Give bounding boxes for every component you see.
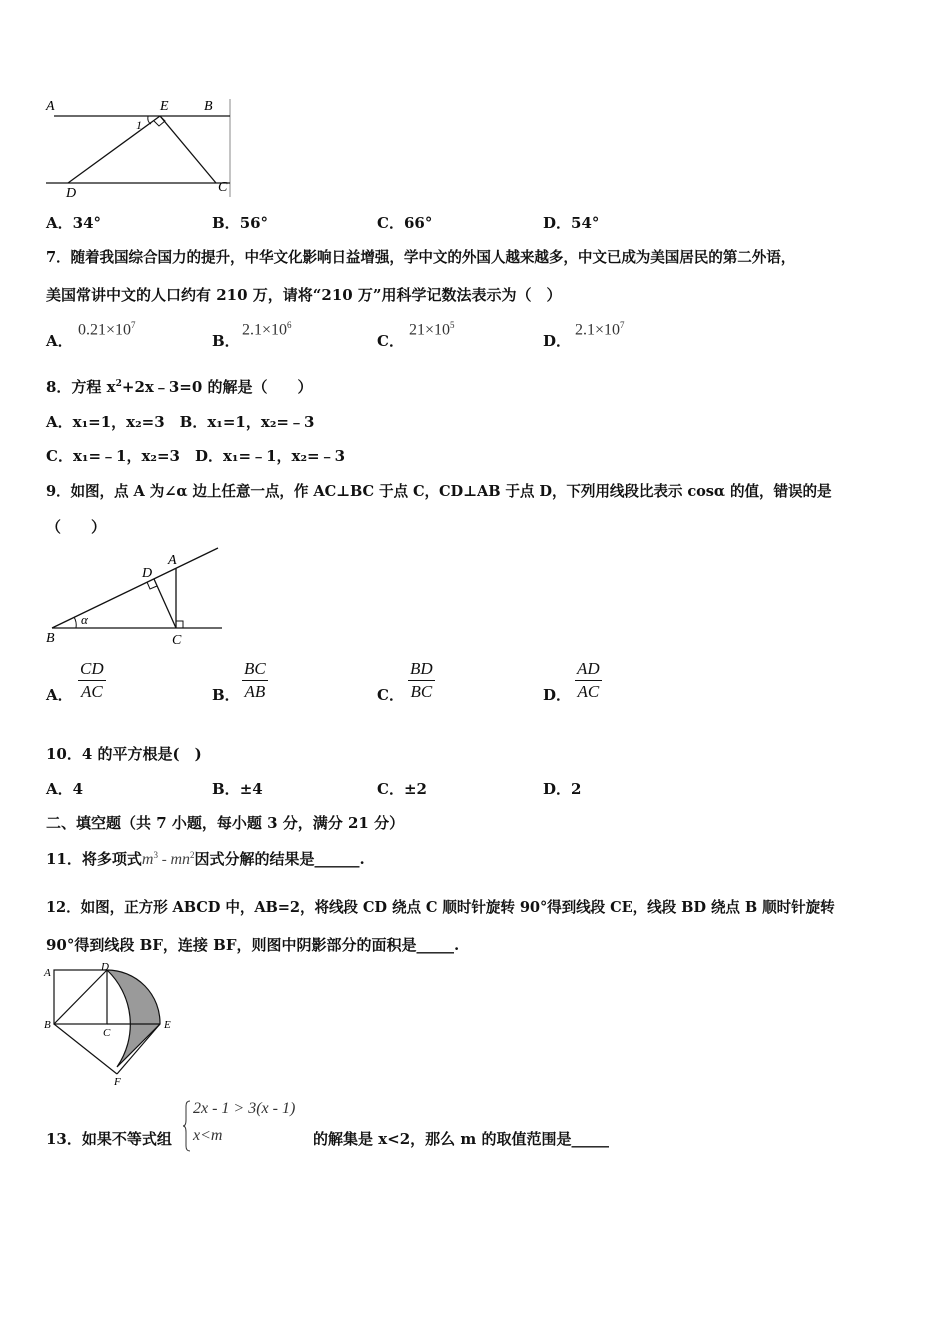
q7-option-c[interactable] (377, 320, 537, 350)
q9-option-d-letter: D． (543, 686, 572, 704)
q13-suffix: 的解集是 x<2，那么 m 的取值范围是_____ (313, 1130, 609, 1148)
q6-option-d-letter: D． (543, 214, 572, 232)
q6-option-c[interactable] (377, 212, 432, 233)
q7-option-c-value: $21\times 10^5$ (409, 320, 455, 339)
q9-stem-line2: （ ） (46, 518, 107, 536)
q10-option-a[interactable]: A．4 (46, 780, 84, 798)
q9-option-d-fraction (575, 658, 602, 703)
q7-option-d-value: $2.1\times 10^7$ (575, 320, 625, 339)
q7-option-c-letter: C． (377, 332, 404, 350)
q9-option-d-denominator: AC (577, 682, 600, 701)
q7-option-a-letter: A． (46, 332, 73, 350)
q9-label-d: D (142, 566, 153, 581)
q6-option-a-text: 34° (72, 214, 102, 232)
q6-option-a-letter: A． (46, 214, 73, 232)
q9-label-alpha: α (81, 612, 88, 627)
q13-prefix: 13．如果不等式组 (46, 1130, 172, 1148)
q9-option-c-letter: C． (377, 686, 404, 704)
q10-option-c[interactable]: C．±2 (377, 780, 427, 798)
q9-angle-arc (74, 617, 76, 628)
q6-option-d[interactable] (543, 212, 599, 233)
q6-label-c: C (218, 180, 228, 195)
q9-ray-ba (52, 548, 218, 628)
section2-heading: 二、填空题（共 7 小题，每小题 3 分，满分 21 分） (46, 814, 405, 832)
q12-label-f: F (114, 1076, 121, 1086)
q7-option-d[interactable] (543, 320, 703, 350)
q7-option-a[interactable] (46, 320, 206, 350)
q9-option-d-numerator: AD (575, 658, 602, 681)
q13-inequality-2: x<m (193, 1127, 223, 1144)
q6-label-1: 1 (136, 118, 142, 132)
q12-label-b: B (44, 1019, 51, 1031)
q9-option-c-numerator: BD (408, 658, 435, 681)
q7-option-a-value: $0.21\times 10^7$ (78, 320, 136, 339)
q12-stem-line1: 12．如图，正方形 ABCD 中，AB=2，将线段 CD 绕点 C 顺时针旋转 90°得到线段 CE，线段 BD 绕点 B 顺时针旋转 (46, 899, 835, 916)
q12-label-a: A (44, 967, 51, 979)
q7-option-b-letter: B． (212, 332, 240, 350)
q9-option-a-fraction (78, 658, 106, 703)
q12-stem-line2: 90°得到线段 BF，连接 BF，则图中阴影部分的面积是_____. (46, 936, 460, 954)
q10-stem: 10．4 的平方根是( ) (46, 745, 202, 763)
q9-label-a: A (168, 553, 177, 568)
q7-stem-line1: 7．随着我国综合国力的提升，中华文化影响日益增强，学中文的外国人越来越多，中文已成为美国居民的第二外语， (46, 249, 796, 266)
q9-option-a-numerator: CD (78, 658, 106, 681)
q6-option-d-text: 54° (571, 214, 600, 232)
q7-option-b[interactable] (212, 320, 372, 350)
q6-label-b: B (204, 99, 213, 114)
q9-option-d[interactable] (543, 658, 703, 706)
q9-option-c-denominator: BC (410, 682, 433, 701)
q6-segment-ed (68, 116, 160, 183)
q7-stem-line2: 美国常讲中文的人口约有 210 万，请将“210 万”用科学记数法表示为（ ） (46, 286, 562, 304)
q8-options-row2[interactable]: C．x₁=﹣1，x₂=3 D．x₁=﹣1，x₂=﹣3 (46, 447, 346, 465)
q12-label-e: E (164, 1019, 171, 1031)
q13-inequality-1: 2x - 1 > 3(x - 1) (193, 1100, 296, 1117)
q13-inequality-system (183, 1098, 313, 1154)
q6-option-a[interactable] (46, 212, 101, 233)
q8-stem: 8．方程 $x^2+2x﹣3=0$ 的解是（ ） (46, 378, 313, 396)
q12-diagonal-bd (54, 970, 107, 1024)
q6-label-d: D (66, 186, 77, 199)
q9-figure (44, 544, 226, 648)
q6-option-b-text: 56° (239, 214, 269, 232)
q13-left-brace (183, 1100, 191, 1152)
q6-option-c-text: 66° (403, 214, 433, 232)
q9-option-b-letter: B． (212, 686, 240, 704)
q6-option-b-letter: B． (212, 214, 240, 232)
q9-option-b-denominator: AB (244, 682, 266, 701)
q9-label-b: B (46, 631, 55, 646)
q11-stem: 11．将多项式$m^3 - mn^2$因式分解的结果是______. (46, 850, 365, 868)
q9-option-b[interactable] (212, 658, 372, 706)
q9-option-c-fraction (408, 658, 435, 703)
q9-right-angle-c (176, 621, 183, 628)
q9-option-b-numerator: BC (242, 658, 268, 681)
q9-option-a-letter: A． (46, 686, 73, 704)
q9-option-b-fraction (242, 658, 268, 703)
q9-option-a[interactable] (46, 658, 206, 706)
q12-label-d: D (101, 962, 109, 973)
q6-option-c-letter: C． (377, 214, 404, 232)
q9-segment-cd (154, 579, 176, 628)
q10-option-d[interactable]: D．2 (543, 780, 582, 798)
q9-stem-line1: 9．如图，点 A 为∠α 边上任意一点，作 AC⊥BC 于点 C，CD⊥AB 于点 D，下列用线段比表示 cosα 的值，错误的是 (46, 483, 832, 500)
q6-segment-ec (160, 116, 216, 183)
q9-option-a-denominator: AC (80, 682, 103, 701)
q7-option-d-letter: D． (543, 332, 572, 350)
q12-label-c: C (103, 1027, 111, 1039)
q6-label-e: E (160, 99, 169, 114)
q6-option-b[interactable] (212, 212, 268, 233)
q7-option-b-value: $2.1\times 10^6$ (242, 320, 292, 339)
q10-option-b[interactable]: B．±4 (212, 780, 263, 798)
q6-label-a: A (46, 99, 55, 114)
q8-options-row1[interactable]: A．x₁=1，x₂=3 B．x₁=1，x₂=﹣3 (46, 413, 315, 431)
q6-figure (44, 97, 234, 199)
q9-option-c[interactable] (377, 658, 537, 706)
q12-figure (42, 962, 182, 1086)
q9-label-c: C (172, 633, 182, 648)
q12-shaded-region (107, 970, 160, 1067)
